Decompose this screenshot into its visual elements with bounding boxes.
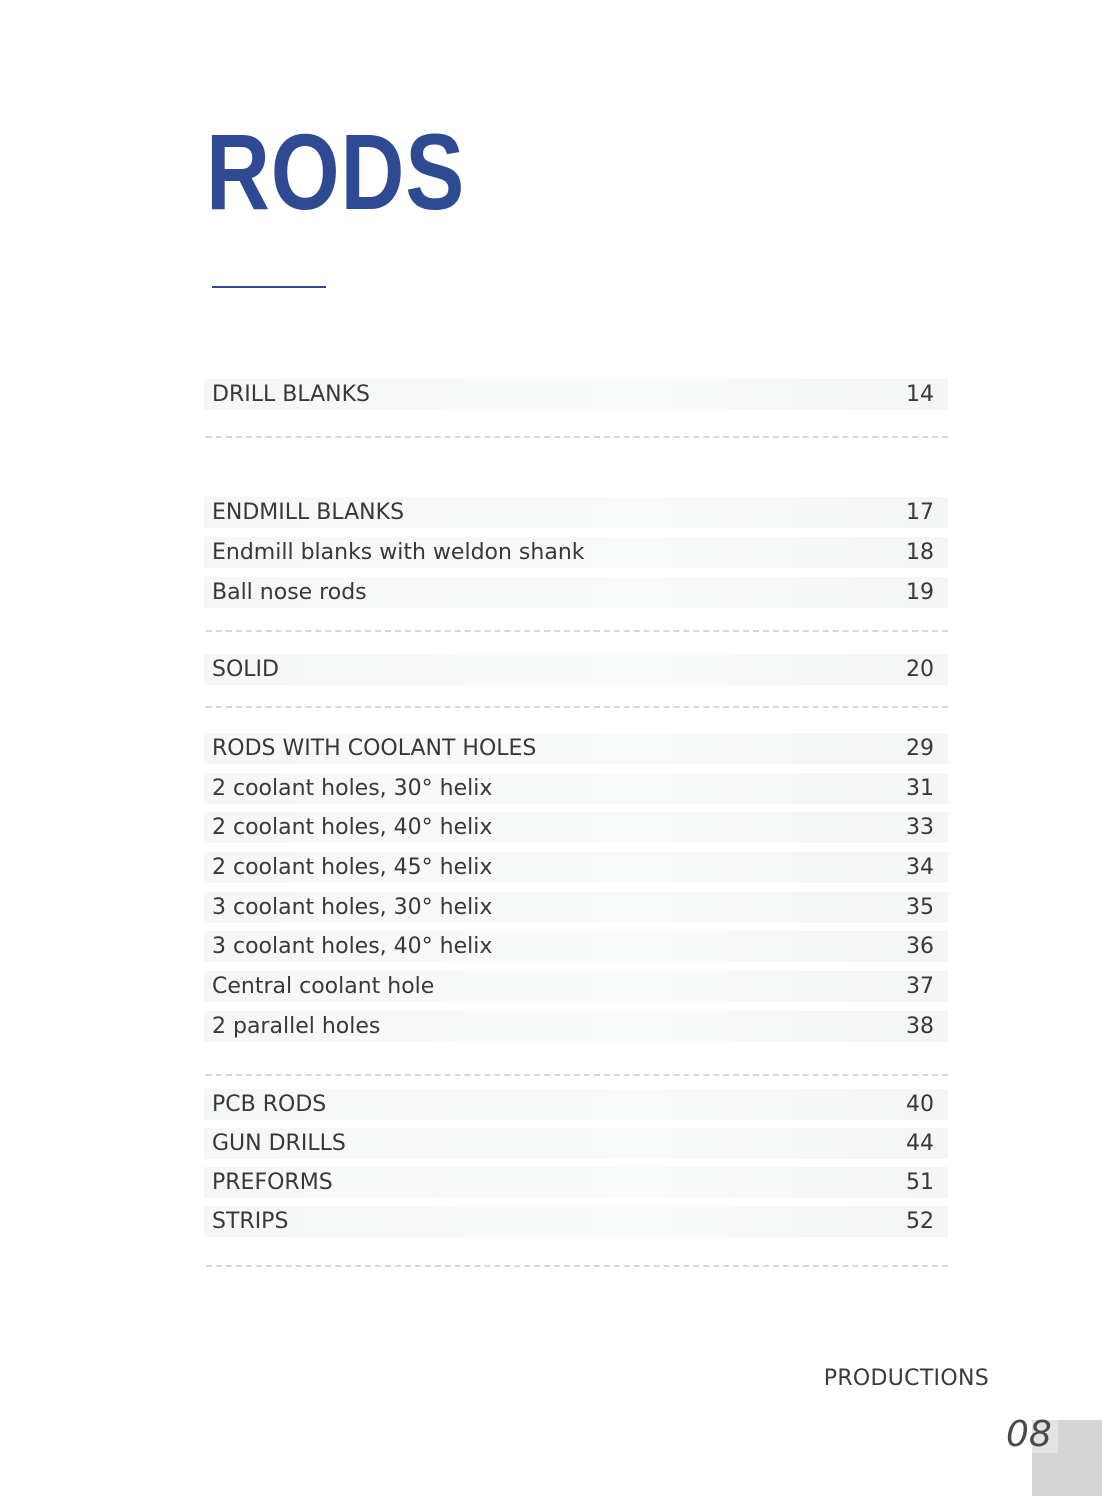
- toc-page-number: 44: [906, 1131, 934, 1156]
- toc-row-endmill-blanks[interactable]: [204, 497, 948, 528]
- toc-entry-label: 2 coolant holes, 45° helix: [212, 855, 493, 880]
- toc-row-central-coolant[interactable]: [204, 971, 948, 1002]
- toc-row-3-coolant-30[interactable]: [204, 892, 948, 923]
- toc-page-number: 38: [906, 1014, 934, 1039]
- toc-page-number: 37: [906, 974, 934, 999]
- toc-page-number: 33: [906, 815, 934, 840]
- toc-row-gun-drills[interactable]: [204, 1128, 948, 1159]
- toc-page-number: 34: [906, 855, 934, 880]
- toc-row-parallel-holes[interactable]: [204, 1011, 948, 1042]
- toc-entry-label: SOLID: [212, 657, 279, 682]
- toc-entry-label: PCB RODS: [212, 1092, 327, 1117]
- toc-entry-label: DRILL BLANKS: [212, 382, 370, 407]
- section-divider: [206, 1074, 948, 1076]
- toc-row-2-coolant-45[interactable]: [204, 852, 948, 883]
- toc-row-drill-blanks[interactable]: [204, 379, 948, 410]
- toc-row-ball-nose[interactable]: [204, 577, 948, 608]
- toc-page-number: 14: [906, 382, 934, 407]
- section-divider: [206, 1265, 948, 1267]
- toc-row-2-coolant-30[interactable]: [204, 773, 948, 804]
- toc-page-number: 18: [906, 540, 934, 565]
- toc-row-3-coolant-40[interactable]: [204, 931, 948, 962]
- section-divider: [206, 706, 948, 708]
- toc-entry-label: 2 coolant holes, 30° helix: [212, 776, 493, 801]
- toc-row-preforms[interactable]: [204, 1167, 948, 1198]
- toc-page-number: 35: [906, 895, 934, 920]
- toc-entry-label: 3 coolant holes, 40° helix: [212, 934, 493, 959]
- section-divider: [206, 436, 948, 438]
- toc-entry-label: PREFORMS: [212, 1170, 333, 1195]
- footer-section-label: PRODUCTIONS: [823, 1366, 989, 1391]
- page-title: RODS: [206, 111, 466, 232]
- toc-page-number: 31: [906, 776, 934, 801]
- toc-page-number: 17: [906, 500, 934, 525]
- toc-page-number: 29: [906, 736, 934, 761]
- toc-row-coolant-holes[interactable]: [204, 733, 948, 764]
- title-underline: [212, 286, 326, 288]
- toc-page-number: 51: [906, 1170, 934, 1195]
- section-divider: [206, 630, 948, 632]
- toc-row-solid[interactable]: [204, 654, 948, 685]
- toc-entry-label: 3 coolant holes, 30° helix: [212, 895, 493, 920]
- toc-page-number: 20: [906, 657, 934, 682]
- toc-page-number: 40: [906, 1092, 934, 1117]
- toc-page-number: 19: [906, 580, 934, 605]
- toc-page-number: 36: [906, 934, 934, 959]
- toc-entry-label: ENDMILL BLANKS: [212, 500, 405, 525]
- toc-row-endmill-weldon[interactable]: [204, 537, 948, 568]
- toc-entry-label: 2 coolant holes, 40° helix: [212, 815, 493, 840]
- toc-row-2-coolant-40[interactable]: [204, 812, 948, 843]
- toc-entry-label: RODS WITH COOLANT HOLES: [212, 736, 537, 761]
- toc-entry-label: Ball nose rods: [212, 580, 367, 605]
- toc-entry-label: GUN DRILLS: [212, 1131, 346, 1156]
- page-number: 08: [1006, 1414, 1052, 1455]
- toc-entry-label: STRIPS: [212, 1209, 289, 1234]
- toc-entry-label: Central coolant hole: [212, 974, 435, 999]
- toc-row-strips[interactable]: [204, 1206, 948, 1237]
- toc-entry-label: Endmill blanks with weldon shank: [212, 540, 585, 565]
- toc-entry-label: 2 parallel holes: [212, 1014, 381, 1039]
- toc-row-pcb-rods[interactable]: [204, 1089, 948, 1120]
- toc-page-number: 52: [906, 1209, 934, 1234]
